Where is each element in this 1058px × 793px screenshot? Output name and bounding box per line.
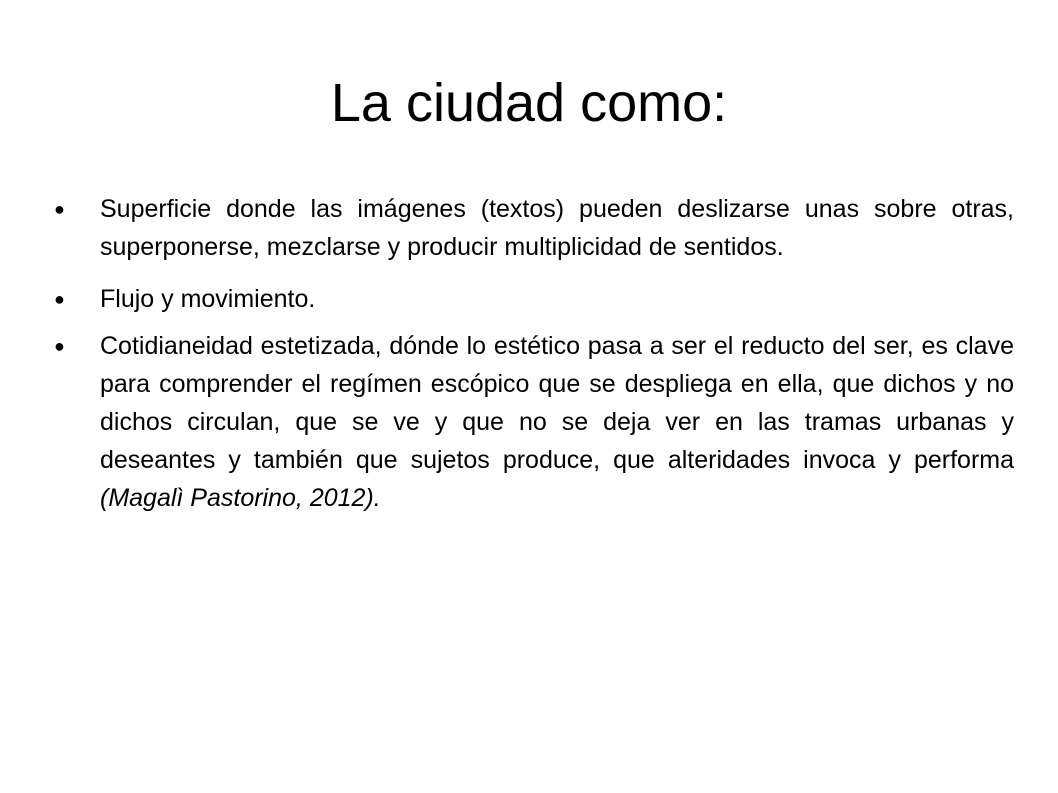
bullet-icon: ● [54,289,65,309]
bullet-text: Cotidianeidad estetizada, dónde lo estético pasa a ser el reducto del ser, es clave para comprender el regímen escópico que se despliega en ella, que dichos y no dichos circulan, que se ve y que no se deja ver en las tramas urbanas y deseantes y también que sujetos produce, que alteridades invoca y performa [100,332,1014,474]
bullet-text: Flujo y movimiento. [100,285,316,313]
bullet-item-flujo [54,280,1014,318]
bullet-item-superficie [54,190,1014,266]
bullet-item-cotidianeidad [54,327,1014,517]
bullet-text: Superficie donde las imágenes (textos) pueden deslizarse unas sobre otras, superponerse, mezclarse y producir multiplicidad de sentidos. [100,195,1014,261]
bullet-icon: ● [54,199,65,219]
citation: (Magalì Pastorino, 2012). [100,484,381,512]
bullet-list [54,190,1014,531]
slide-title: La ciudad como: [330,73,728,133]
bullet-icon: ● [54,336,65,356]
